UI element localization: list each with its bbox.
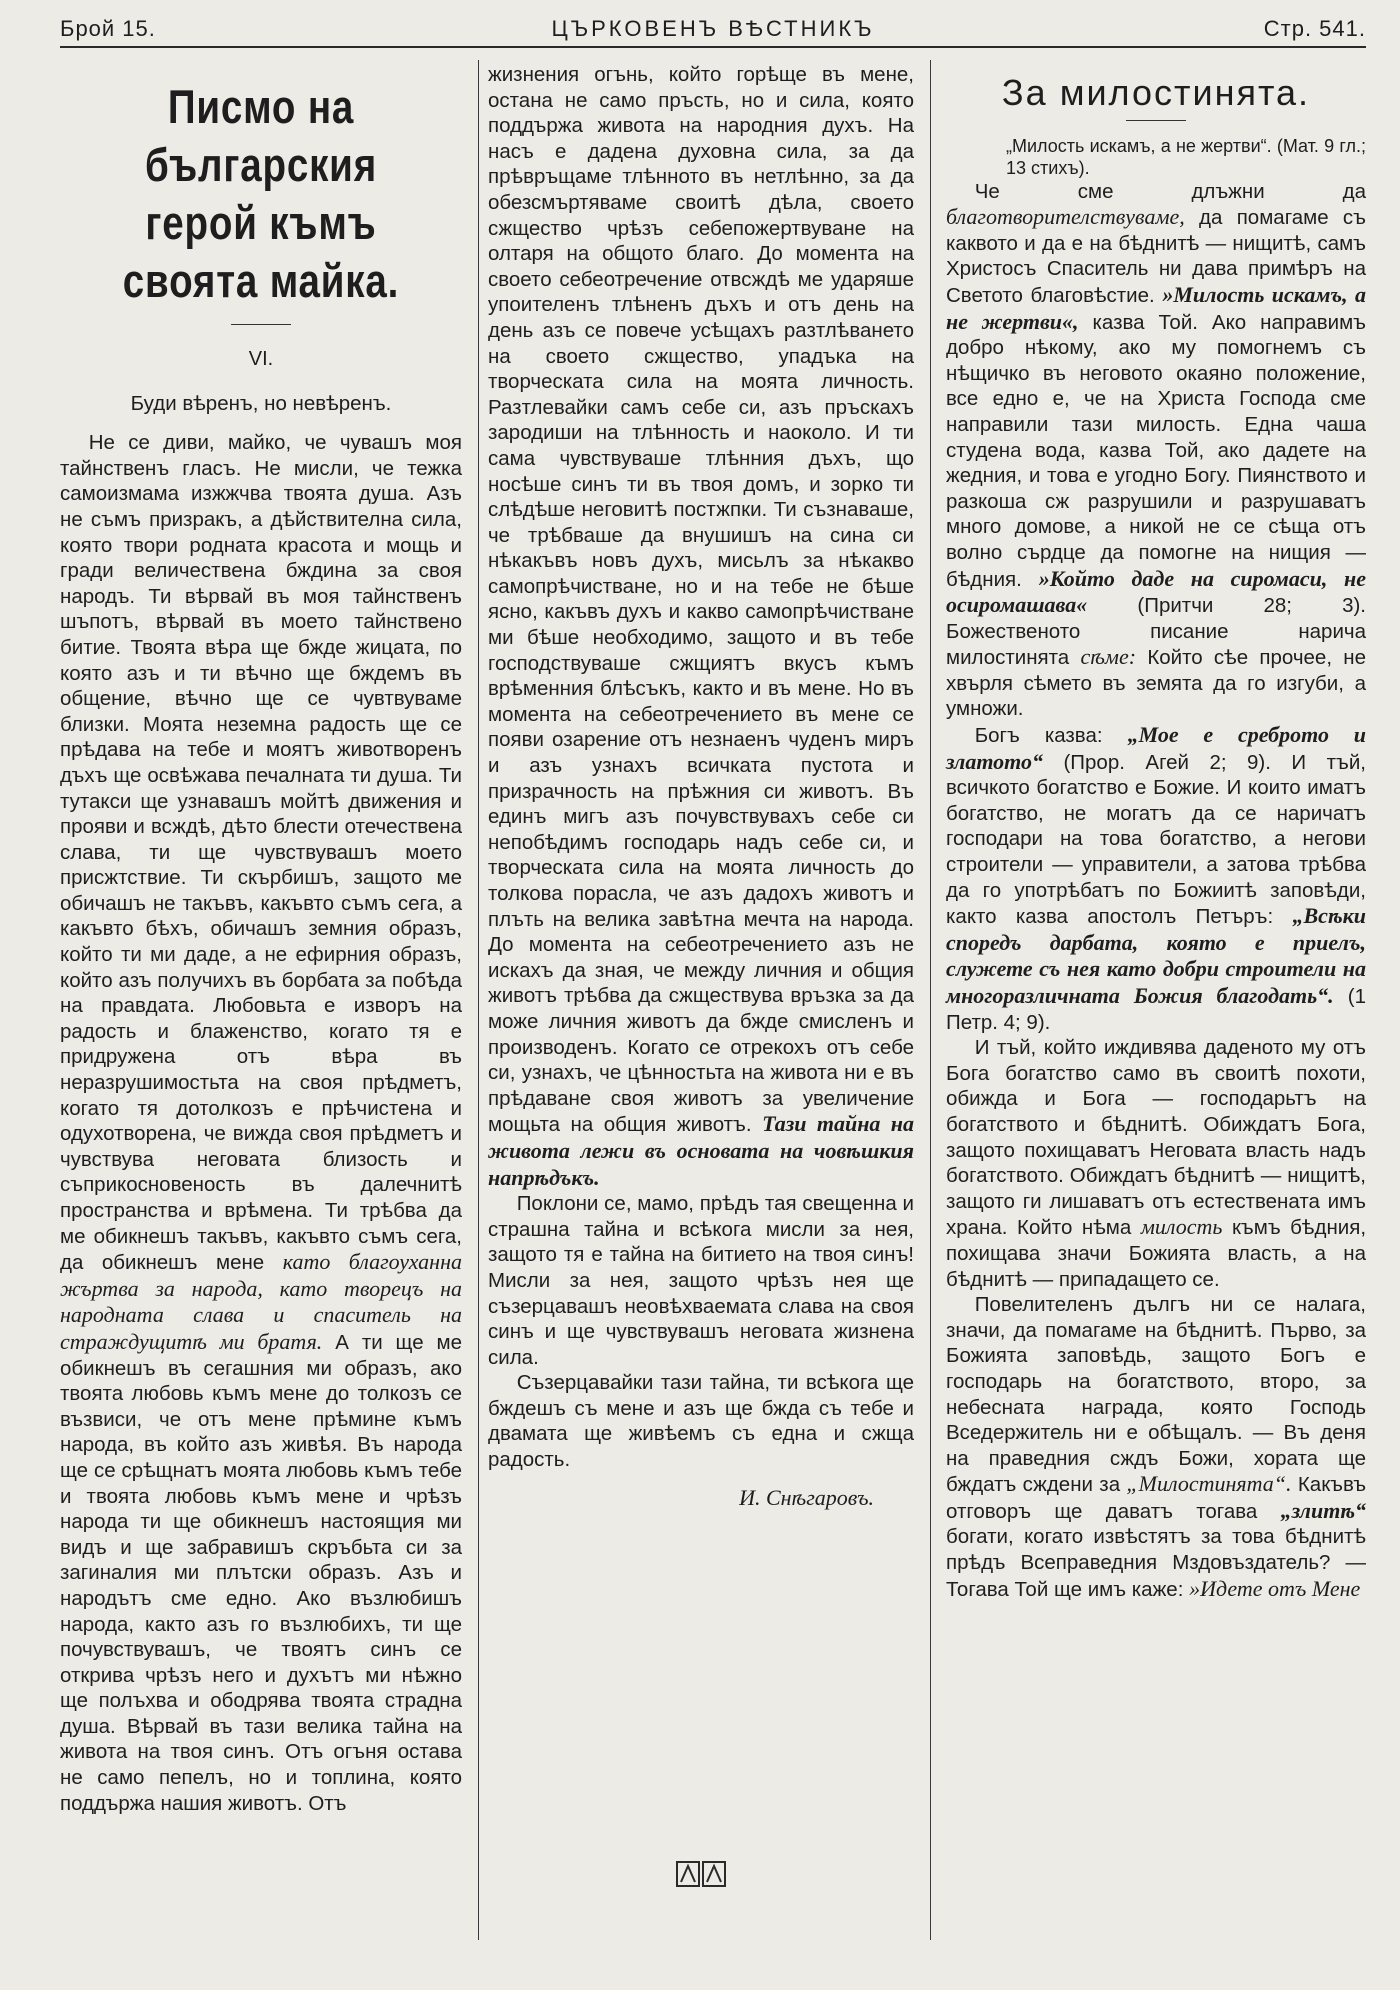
paragraph: жизнения огънь, който горѣще въ мене, остана не само пръсть, но и сила, която поддържа живота на народния духъ. На насъ е дадена духовна сила, за да прѣвръщаме тлѣнното въ нетлѣнно, за да обезсмъртяваме своитѣ дѣла, своето сжщество чрѣзъ себепожертвуване на олтаря на общото благо. До момента на своето себеотречение отвсждѣ ме ударяше упоителенъ тлѣненъ дъхъ и отъ день на день азъ се повече усѣщахъ разтлѣването на своето сжщество, упадъка на творческата сила на моята личность. Разтлевайки самъ себе си, азъ пръскахъ зародиши на тлѣнность и наоколо. И ти сама чувствуваше тлѣнния дъхъ, що носѣше синъ ти въ твоя домъ, и зорко ти слѣдѣше неговитѣ постжпки. Ти съзнаваше, че трѣбваше да внушишъ на сина си нѣкакъвъ новъ духъ, мисьлъ за нѣкакво самопрѣчистване, но и на тебе не бѣше ясно, какъвъ духъ и какво самопрѣчистване ми бѣше необходимо, защото и въ тебе господствуваше сжщиятъ вкусъ къмъ врѣменния блѣсъкъ, както и въ мене. Но въ момента на себеотречението въ мене се появи озарение отъ незнаенъ чуденъ миръ и азъ узнахъ всичката пустота и призрачность на прѣжния си животъ. Въ единъ мигъ азъ почувствувахъ себе си непобѣдимъ господарь надъ себе си, и творческата сила на моята личность до толкова порасла, че азъ дадохъ животъ и плъть на велика завѣтна мечта на народа. До момента на себеотречението азъ не искахъ да зная, че между личния и общия животъ трѣбва да сжществува връзка за да може личния животъ да бжде смисленъ и производенъ. Когато се отрекохъ отъ себе си, узнахъ, че цѣнностьта на живота ни е въ прѣдаване своя животъ за увеличение мощьта на общия животъ. Тази тайна на живота лежи въ основата на човѣшкия напрѣдъкъ. [488,63,914,1190]
column-divider [478,60,479,1940]
column-3 [946,62,1366,1602]
section-number: VI. [248,348,274,370]
signature: И. Снѣгаровъ. [739,1484,874,1510]
paragraph: Че сме длъжни да благотворителствуваме, да помагаме съ каквото и да е на бѣднитѣ — нищитѣ, самъ Христосъ Спаситель ни дава примѣръ на Светото благовѣстие. »Милость искамъ, а не жертви«, казва Той. Ако направимъ добро нѣкому, ако му помогнемъ съ нѣщичко въ неговото окаяно положение, все едно е, че на Христа Господа сме направили тази милость. Една чаша студена вода, казва Той, ако дадете на жедния, и това е угодно Богу. Пиянството и разкоша сж разрушили и разрушаватъ много домове, а никой не се сѣща отъ волно сърдце да помогне на нищия — бѣдния. »Който даде на сиромаси, не осиромашава« (Притчи 28; 3). Божественото писание нарича милостинята сѣме: Който сѣе прочее, не хвърля сѣмето въ земята да го изгуби, а умножи. [946,179,1367,721]
paragraph: Повелителенъ дългъ ни се налага, значи, да помагаме на бѣднитѣ. Първо, за Божията заповѣдь, защото Богъ е господарь на богатството, второ, за небесната награда, която Господь Вседержитель ни е обѣщалъ. — Въ деня на праведния сждъ Божи, хората ще бждатъ сждени за „Милостинята“. Какъвъ отговоръ ще даватъ тогава „злитѣ“ богати, когато извѣстятъ за това бѣднитѣ прѣдъ Всеправедния Мздовъздатель? — Тогава Той ще имъ каже: »Идете отъ Мене [946,1293,1367,1601]
column-divider [930,60,931,1940]
epigraph: „Милость искамъ, а не жертви“. (Мат. 9 гл.; 13 стихъ). [1006,135,1366,178]
column-1 [60,62,462,1816]
article-title: Писмо на българския герой къмъ своята майка. [122,80,400,307]
emphasis: като благоуханна жъртва за народа, като творецъ на народната слава и спаситель на страждущитѣ ми братя. [60,1249,462,1354]
issue-number: Брой 15. [60,16,156,41]
paragraph: Поклони се, мамо, прѣдъ тая свещенна и страшна тайна и всѣкога мисли за нея, защото тя е тайна на битието на твоя синъ! Мисли за нея, защото чрѣзъ нея ще съзерцавашъ неовѣхваемата слава на своя синъ и ще чувствувашъ неговата жизнена сила. [488,1192,914,1369]
page-number: Стр. 541. [1263,16,1366,41]
paragraph: Богъ казва: „Мое е среброто и златото“ (Прор. Агей 2; 9). И тъй, всичкото богатство е Божие. И които иматъ богатство, не могатъ да се наричатъ господари на това богатство, а негови строители — управители, а затова трѣбва да го употрѣбатъ по Божиитѣ заповѣди, както казва апостолъ Петъръ: „Всѣки споредъ дарбата, която е приелъ, служете съ нея като добри строители на многоразличната Божия благодать“. (1 Петр. 4; 9). [946,722,1367,1034]
newspaper-title: ЦЪРКОВЕНЪ ВѢСТНИКЪ [551,16,875,41]
page-header [60,10,1366,48]
title-rule [1126,120,1186,121]
paragraph: Не се диви, майко, че чувашъ моя тайнственъ гласъ. Не мисли, че тежка самоизмама изжжчва твоята душа. Азъ не съмъ призракъ, а дѣйствителна сила, която твори родната красота и мощь и гради величествена бждина за своя народъ. Ти вѣрвай въ моя тайнственъ шъпотъ, вѣрвай въ моето тайнствено битие. Твоята вѣра ще бжде жицата, по която азъ и ти вѣчно ще бждемъ въ общение, вѣчно ще се чувтвуваме близки. Моята неземна радость ще се прѣдава на тебе и моятъ животворенъ дъхъ ще освѣжава печалната ти душа. Ти тутакси ще узнавашъ мойтѣ движения и прояви и всждѣ, дѣто блести отечествена слава, ти ще чувствувашъ моето присжтствие. Ти скърбишъ, защото ме обичашъ не такъвъ, какъвто съмъ сега, а какъвто бѣхъ, обичашъ земния образъ, който ти ми даде, а не ефирния образъ, който азъ получихъ въ борбата за побѣда на правдата. Любовьта е изворъ на радость и блаженство, когато тя е придружена отъ вѣра въ неразрушимостьта на своя прѣдметъ, когато тя дотолкозъ е прѣчистена и одухотворена, че вижда своя прѣдметъ и чувствува неговата близость и съприкосновеность въ далечнитѣ пространства и врѣмена. Ти трѣбва да ме обикнешъ такъвъ, какъвто съмъ сега, да обикнешъ мене като благоуханна жъртва за народа, като творецъ на народната слава и спаситель на страждущитѣ ми братя. А ти ще ме обикнешъ въ сегашния ми образъ, ако твоята любовь къмъ мене до толкозъ се възвиси, че отъ мене прѣмине къмъ народа, въ който азъ живѣя. Въ народа ще се срѣщнатъ моята любовь къмъ тебе и твоята любовь къмъ мене и чрѣзъ народа ти ще обикнешъ настоящия ми видъ и ще забравишъ скръбьта си за загиналия ми плътски образъ. Азъ и народътъ сме едно. Ако възлюбишъ народа, както азъ го възлюбихъ, ти ще почувствувашъ, че твоятъ синъ се открива чрѣзъ него и духътъ ми нѣжно ще полъхва и ободрява твоята страдна душа. Вѣрвай въ тази велика тайна на живота на твоя синъ. Отъ огъня остава не само пепелъ, но и топлина, която поддържа нашия животъ. Отъ [60,431,462,1815]
article-motto: Буди вѣренъ, но невѣренъ. [130,391,392,415]
ornament-icon [676,1860,726,1888]
column-2 [488,62,914,1510]
paragraph: И тъй, който иждивява даденото му отъ Бога богатство само въ своитѣ похоти, обижда и Бога — господарьтъ на богатството и бѣднитѣ. Обиждатъ Бога, защото похищаватъ Неговата власть надъ богатството. Обиждатъ бѣднитѣ — нищитѣ, защото ги лишаватъ отъ естествената имъ храна. Който нѣма милость къмъ бѣдния, похищава значи Божията власть, а на бѣднитѣ — припадащето се. [946,1036,1367,1291]
emphasis: Тази тайна на живота лежи въ основата на човѣшкия напрѣдъкъ. [488,1111,914,1190]
article-title: За милостинята. [1001,72,1311,113]
paragraph: Съзерцавайки тази тайна, ти всѣкога ще бждешъ съ мене и азъ ще бжда съ тебе и двамата ще живѣемъ съ една и сжща радость. [488,1371,914,1472]
title-rule [231,324,291,325]
